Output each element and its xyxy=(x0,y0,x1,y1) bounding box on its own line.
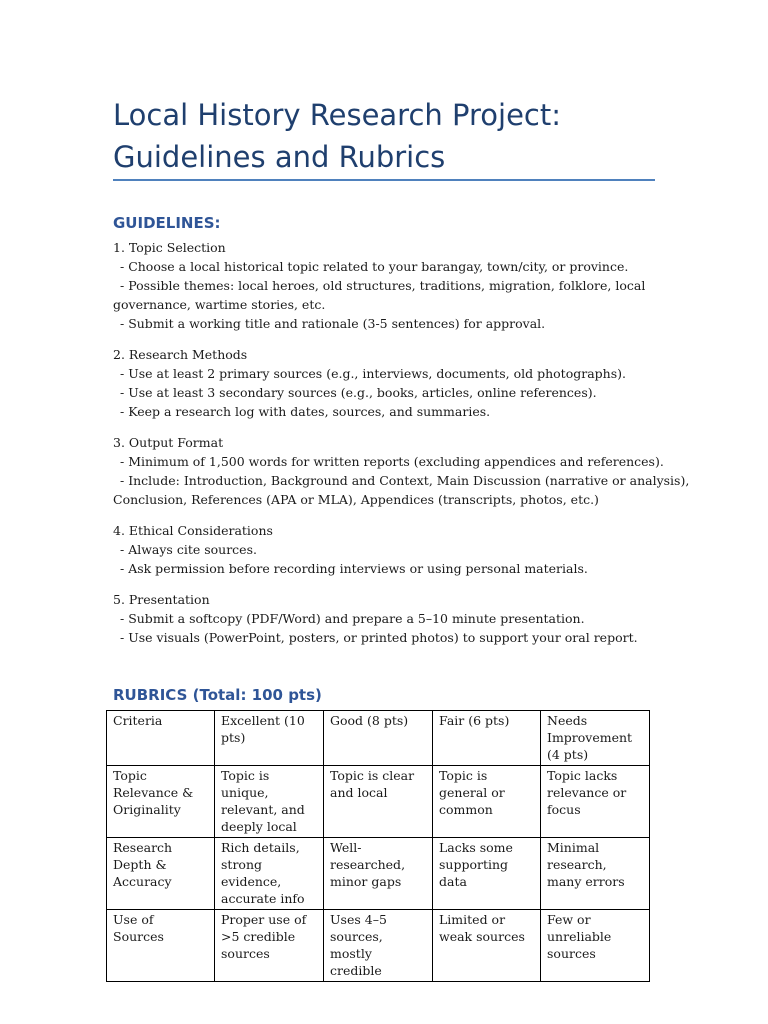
guideline-item: - Use at least 3 secondary sources (e.g., books, articles, online references). xyxy=(120,385,597,400)
rubric-table xyxy=(106,710,650,982)
document-title: Local History Research Project: Guidelines and Rubrics xyxy=(113,98,561,174)
table-row xyxy=(107,838,650,910)
guideline-item: - Submit a softcopy (PDF/Word) and prepare a 5–10 minute presentation. xyxy=(120,611,585,626)
guideline-item: - Always cite sources. xyxy=(120,542,257,557)
criteria-cell: Use of Sources xyxy=(107,910,215,982)
rubric-cell: Proper use of >5 credible sources xyxy=(215,910,324,982)
guideline-section-title: 5. Presentation xyxy=(113,592,210,607)
guideline-item: - Use at least 2 primary sources (e.g., interviews, documents, old photographs). xyxy=(120,366,626,381)
guideline-item: governance, wartime stories, etc. xyxy=(113,297,326,312)
column-header: Good (8 pts) xyxy=(324,711,433,766)
rubric-cell: Lacks some supporting data xyxy=(433,838,541,910)
guideline-item: - Include: Introduction, Background and Context, Main Discussion (narrative or analysis), xyxy=(120,473,690,488)
rubric-cell: Topic is clear and local xyxy=(324,766,433,838)
rubric-cell: Minimal research, many errors xyxy=(541,838,650,910)
rubric-cell: Well-researched, minor gaps xyxy=(324,838,433,910)
guideline-item: - Possible themes: local heroes, old structures, traditions, migration, folklore, local xyxy=(120,278,646,293)
guideline-section xyxy=(113,521,658,578)
guideline-section-title: 1. Topic Selection xyxy=(113,240,226,255)
rubrics-heading: RUBRICS (Total: 100 pts) xyxy=(113,686,322,704)
guideline-section-title: 2. Research Methods xyxy=(113,347,248,362)
table-header-row xyxy=(107,711,650,766)
column-header: Needs Improvement (4 pts) xyxy=(541,711,650,766)
guideline-section xyxy=(113,433,690,509)
rubric-cell: Limited or weak sources xyxy=(433,910,541,982)
criteria-cell: Research Depth & Accuracy xyxy=(107,838,215,910)
guideline-item: - Use visuals (PowerPoint, posters, or printed photos) to support your oral report. xyxy=(120,630,638,645)
rubric-cell: Rich details, strong evidence, accurate info xyxy=(215,838,324,910)
rubric-cell: Topic lacks relevance or focus xyxy=(541,766,650,838)
rubric-cell: Topic is unique, relevant, and deeply local xyxy=(215,766,324,838)
column-header: Fair (6 pts) xyxy=(433,711,541,766)
guideline-item: - Minimum of 1,500 words for written reports (excluding appendices and references). xyxy=(120,454,664,469)
guideline-item: - Choose a local historical topic related to your barangay, town/city, or province. xyxy=(120,259,629,274)
rubric-cell: Uses 4–5 sources, mostly credible xyxy=(324,910,433,982)
guideline-item: - Keep a research log with dates, sources, and summaries. xyxy=(120,404,491,419)
guideline-item: - Ask permission before recording interviews or using personal materials. xyxy=(120,561,588,576)
guideline-section xyxy=(113,345,658,421)
column-header: Criteria xyxy=(107,711,215,766)
table-row xyxy=(107,910,650,982)
guideline-section xyxy=(113,590,658,647)
guideline-section xyxy=(113,238,658,333)
guideline-item: - Submit a working title and rationale (3-5 sentences) for approval. xyxy=(120,316,546,331)
guidelines-list xyxy=(113,238,690,659)
rubric-cell: Topic is general or common xyxy=(433,766,541,838)
guidelines-heading: GUIDELINES: xyxy=(113,214,221,232)
table-row xyxy=(107,766,650,838)
column-header: Excellent (10 pts) xyxy=(215,711,324,766)
title-divider xyxy=(113,179,655,181)
guideline-section-title: 3. Output Format xyxy=(113,435,224,450)
guideline-section-title: 4. Ethical Considerations xyxy=(113,523,273,538)
rubric-cell: Few or unreliable sources xyxy=(541,910,650,982)
guideline-item: Conclusion, References (APA or MLA), Appendices (transcripts, photos, etc.) xyxy=(113,492,599,507)
criteria-cell: Topic Relevance & Originality xyxy=(107,766,215,838)
